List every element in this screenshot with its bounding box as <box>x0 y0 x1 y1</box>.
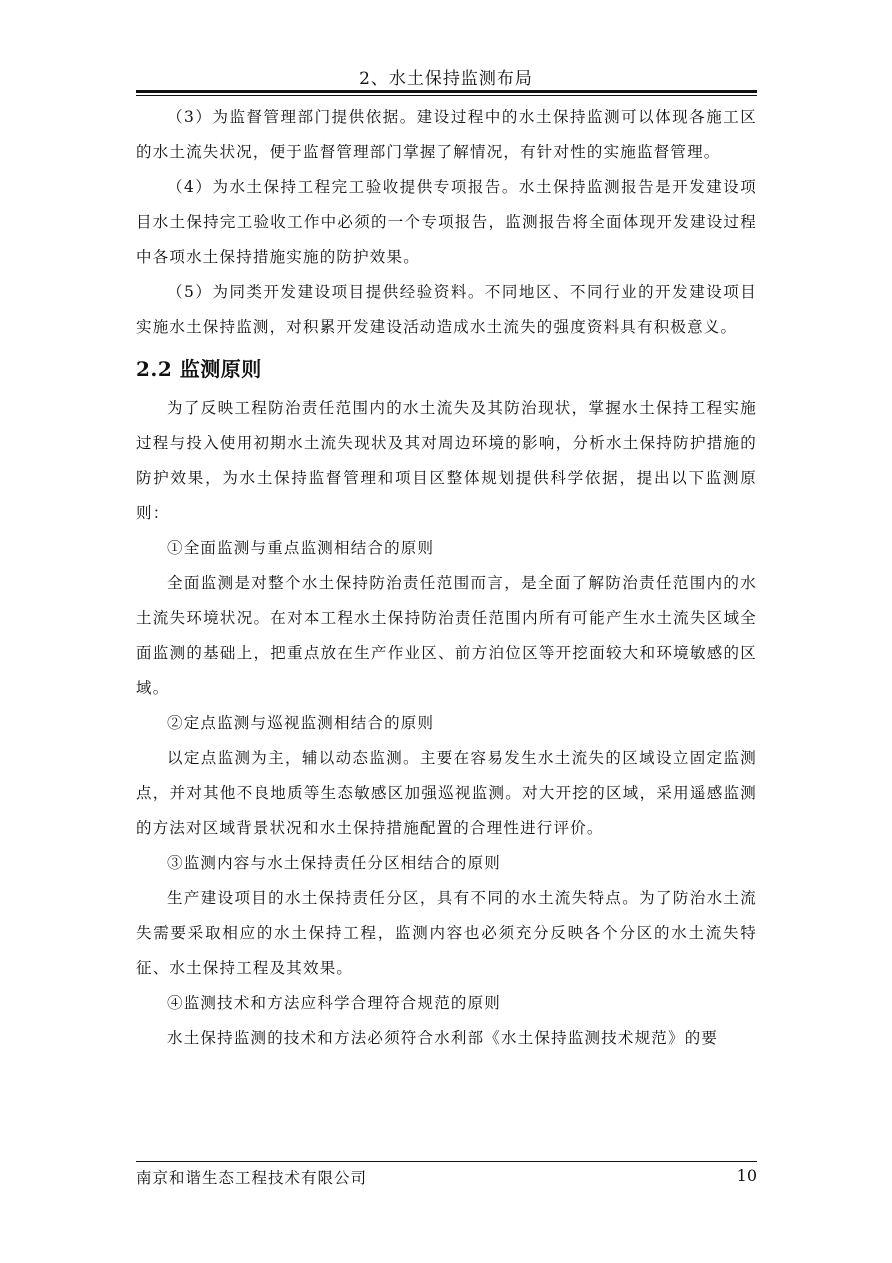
principle-3-text: 生产建设项目的水土保持责任分区，具有不同的水土流失特点。为了防治水土流失需要采取相应的水土保持工程，监测内容也必须充分反映各个分区的水土流失特征、水土保持工程及其效果。 <box>136 889 757 977</box>
principle-1-text: 全面监测是对整个水土保持防治责任范围而言，是全面了解防治责任范围内的水土流失环境状况。在对本工程水土保持防治责任范围内所有可能产生水土流失区域全面监测的基础上，把重点放在生产作业区、前方泊位区等开挖面较大和环境敏感的区域。 <box>136 574 757 697</box>
principle-3-title: ③监测内容与水土保持责任分区相结合的原则 <box>167 854 502 872</box>
intro-paragraph: 为了反映工程防治责任范围内的水土流失及其防治现状，掌握水土保持工程实施过程与投入使用初期水土流失现状及其对周边环境的影响，分析水土保持防护措施的防护效果，为水土保持监督管理和项目区整体规划提供科学依据，提出以下监测原则： <box>136 399 757 522</box>
header-rule-thin <box>136 95 757 96</box>
header-rule-thick <box>136 90 757 93</box>
page-body <box>136 100 757 1056</box>
principle-4-title: ④监测技术和方法应科学合理符合规范的原则 <box>167 994 502 1012</box>
paragraph-item-5: （5）为同类开发建设项目提供经验资料。不同地区、不同行业的开发建设项目实施水土保持监测，对积累开发建设活动造成水土流失的强度资料具有积极意义。 <box>136 283 757 336</box>
paragraph-item-3: （3）为监督管理部门提供依据。建设过程中的水土保持监测可以体现各施工区的水土流失状况，便于监督管理部门掌握了解情况，有针对性的实施监督管理。 <box>136 108 757 161</box>
paragraph-item-4: （4）为水土保持工程完工验收提供专项报告。水土保持监测报告是开发建设项目水土保持完工验收工作中必须的一个专项报告，监测报告将全面体现开发建设过程中各项水土保持措施实施的防护效果。 <box>136 178 757 266</box>
principle-2-text: 以定点监测为主，辅以动态监测。主要在容易发生水土流失的区域设立固定监测点，并对其他不良地质等生态敏感区加强巡视监测。对大开挖的区域，采用遥感监测的方法对区域背景状况和水土保持措施配置的合理性进行评价。 <box>136 749 757 837</box>
principle-4-text: 水土保持监测的技术和方法必须符合水利部《水土保持监测技术规范》的要 <box>167 1029 719 1047</box>
page-number: 10 <box>736 1166 757 1185</box>
running-header: 2、水土保持监测布局 <box>359 69 533 89</box>
principle-2-title: ②定点监测与巡视监测相结合的原则 <box>167 714 435 732</box>
section-heading: 2.2 监测原则 <box>136 357 262 381</box>
footer-rule <box>136 1161 757 1162</box>
principle-1-title: ①全面监测与重点监测相结合的原则 <box>167 539 435 557</box>
footer-company: 南京和谐生态工程技术有限公司 <box>136 1169 368 1187</box>
